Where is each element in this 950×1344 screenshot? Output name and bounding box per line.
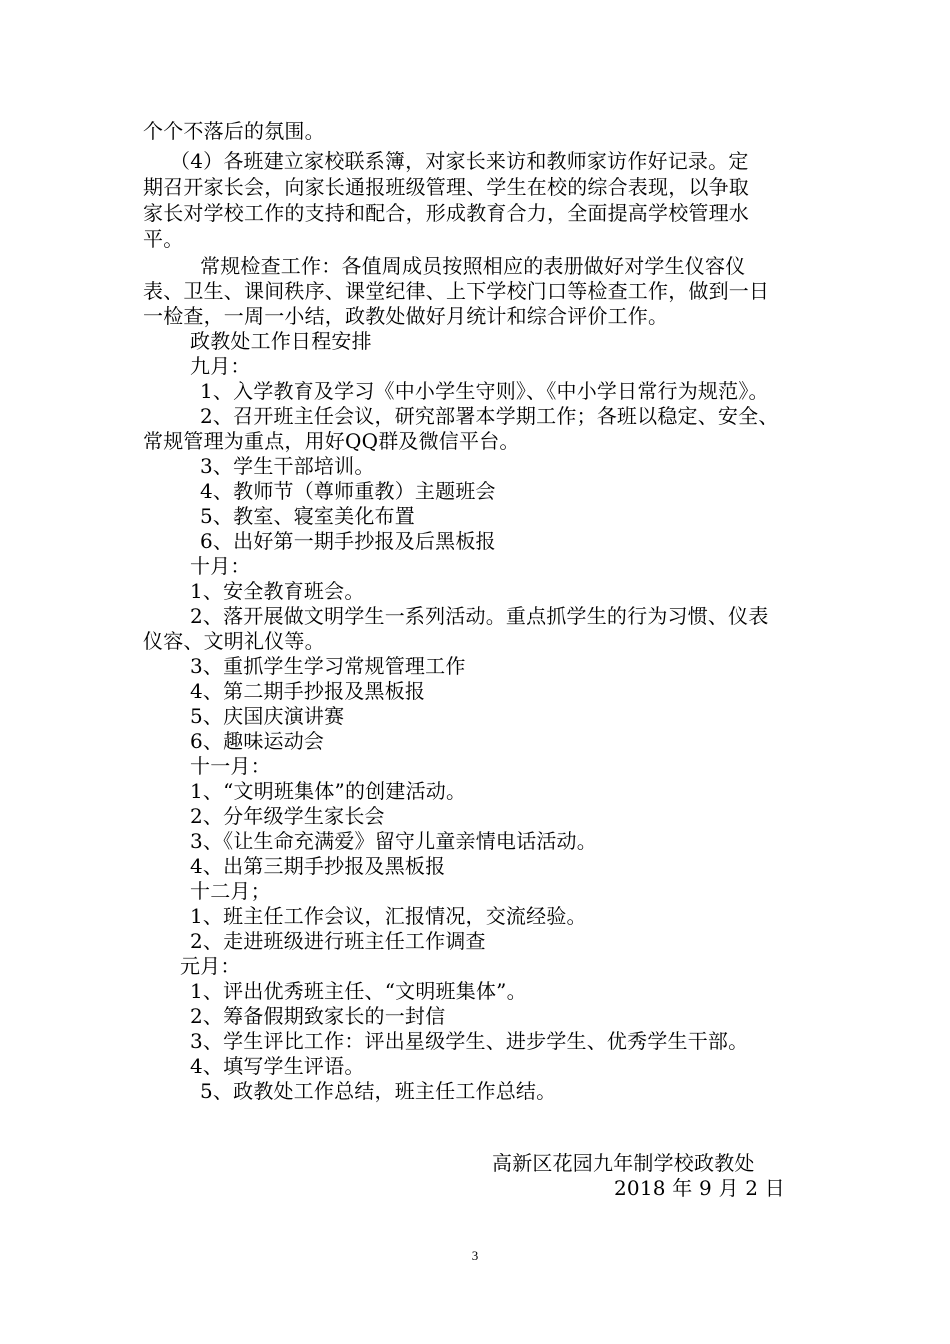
list-item: 4、填写学生评语。 bbox=[190, 1054, 365, 1078]
list-item: 3、《让生命充满爱》留守儿童亲情电话活动。 bbox=[190, 829, 597, 853]
list-item: 2、落开展做文明学生一系列活动。重点抓学生的行为习惯、仪表 bbox=[190, 604, 769, 628]
month-heading: 十月： bbox=[190, 554, 251, 578]
list-item-continued: 仪容、文明礼仪等。 bbox=[143, 629, 325, 653]
section-heading: 政教处工作日程安排 bbox=[190, 329, 372, 353]
signature-organization: 高新区花园九年制学校政教处 bbox=[492, 1151, 755, 1175]
text-line: 表、卫生、课间秩序、课堂纪律、上下学校门口等检查工作，做到一日 bbox=[143, 279, 770, 303]
list-item: 4、教师节（尊师重教）主题班会 bbox=[200, 479, 496, 503]
list-item: 3、学生干部培训。 bbox=[200, 454, 375, 478]
signature-date: 2018 年 9 月 2 日 bbox=[614, 1176, 785, 1200]
text-line: 一检查，一周一小结，政教处做好月统计和综合评价工作。 bbox=[143, 304, 669, 328]
list-item-continued: 常规管理为重点，用好QQ群及微信平台。 bbox=[143, 429, 520, 453]
list-item: 4、第二期手抄报及黑板报 bbox=[190, 679, 426, 703]
list-item: 3、重抓学生学习常规管理工作 bbox=[190, 654, 466, 678]
list-item: 5、教室、寝室美化布置 bbox=[200, 504, 415, 528]
list-item: 3、学生评比工作：评出星级学生、进步学生、优秀学生干部。 bbox=[190, 1029, 749, 1053]
text-line: 期召开家长会，向家长通报班级管理、学生在校的综合表现，以争取 bbox=[143, 175, 749, 199]
month-heading: 九月： bbox=[190, 354, 251, 378]
text-line: （4）各班建立家校联系簿，对家长来访和教师家访作好记录。定 bbox=[170, 149, 749, 173]
text-line: 常规检查工作：各值周成员按照相应的表册做好对学生仪容仪 bbox=[200, 254, 746, 278]
list-item: 2、召开班主任会议，研究部署本学期工作；各班以稳定、安全、 bbox=[200, 404, 779, 428]
text-line: 平。 bbox=[143, 227, 184, 251]
list-item: 6、出好第一期手抄报及后黑板报 bbox=[200, 529, 496, 553]
list-item: 1、安全教育班会。 bbox=[190, 579, 365, 603]
list-item: 2、分年级学生家长会 bbox=[190, 804, 385, 828]
list-item: 5、政教处工作总结，班主任工作总结。 bbox=[200, 1079, 557, 1103]
list-item: 4、出第三期手抄报及黑板报 bbox=[190, 854, 446, 878]
text-line: 家长对学校工作的支持和配合，形成教育合力，全面提高学校管理水 bbox=[143, 201, 749, 225]
list-item: 5、庆国庆演讲赛 bbox=[190, 704, 345, 728]
list-item: 1、入学教育及学习《中小学生守则》、《中小学日常行为规范》。 bbox=[200, 379, 769, 403]
page-number: 3 bbox=[471, 1248, 479, 1263]
month-heading: 十二月； bbox=[190, 879, 271, 903]
list-item: 2、走进班级进行班主任工作调查 bbox=[190, 929, 486, 953]
list-item: 1、评出优秀班主任、“文明班集体”。 bbox=[190, 979, 527, 1003]
month-heading: 十一月： bbox=[190, 754, 271, 778]
month-heading: 元月： bbox=[180, 954, 241, 978]
text-line: 个个不落后的氛围。 bbox=[143, 119, 325, 143]
list-item: 1、“文明班集体”的创建活动。 bbox=[190, 779, 467, 803]
list-item: 6、趣味运动会 bbox=[190, 729, 325, 753]
list-item: 1、班主任工作会议，汇报情况，交流经验。 bbox=[190, 904, 587, 928]
list-item: 2、筹备假期致家长的一封信 bbox=[190, 1004, 446, 1028]
